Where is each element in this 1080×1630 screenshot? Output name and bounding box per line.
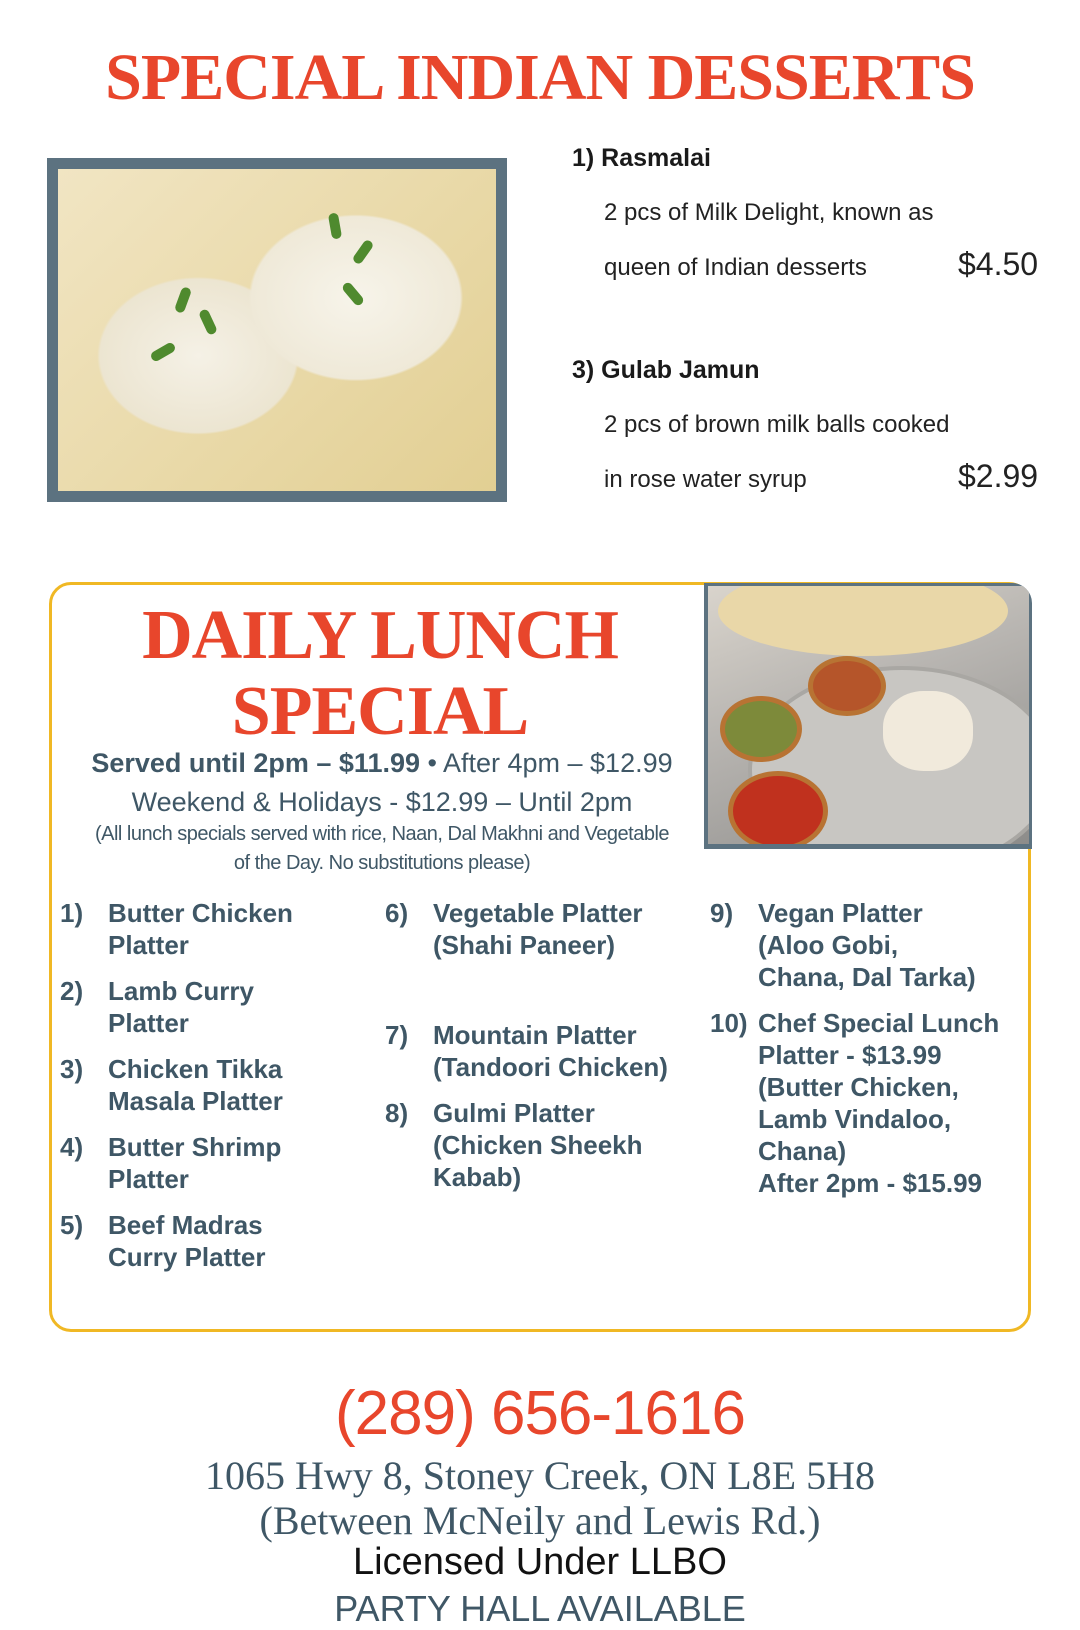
list-item: 9) Vegan Platter (Aloo Gobi, Chana, Dal Tarka) <box>710 898 976 992</box>
served-after-4pm: • After 4pm – $12.99 <box>420 748 673 778</box>
page-title: SPECIAL INDIAN DESSERTS <box>105 41 975 114</box>
lunch-title-line2: SPECIAL <box>231 673 529 750</box>
dessert-2-desc-line1: 2 pcs of brown milk balls cooked <box>604 411 950 438</box>
list-item: 4) Butter Shrimp Platter <box>60 1132 282 1194</box>
list-item: 5) Beef Madras Curry Platter <box>60 1210 266 1272</box>
lunch-menu-col1 <box>60 897 360 1287</box>
lunch-note-line1: (All lunch specials served with rice, Naan, Dal Makhni and Vegetable <box>94 823 670 845</box>
dessert-1-title: 1) Rasmalai <box>572 144 711 172</box>
list-item: 6) Vegetable Platter (Shahi Paneer) <box>385 898 643 960</box>
list-item: 8) Gulmi Platter (Chicken Sheekh Kabab) <box>385 1098 643 1192</box>
list-item: 10) Chef Special Lunch Platter - $13.99 (Butter Chicken, Lamb Vindaloo, Chana) After 2pm - $15.99 <box>710 1008 1000 1198</box>
dessert-1-desc-line1: 2 pcs of Milk Delight, known as <box>604 199 934 226</box>
address: 1065 Hwy 8, Stoney Creek, ON L8E 5H8 <box>205 1453 875 1498</box>
address-between: (Between McNeily and Lewis Rd.) <box>259 1498 821 1543</box>
lunch-platter-photo <box>704 583 1032 849</box>
list-item: 3) Chicken Tikka Masala Platter <box>60 1054 283 1116</box>
lunch-note-line2: of the Day. No substitutions please) <box>233 852 531 874</box>
dessert-1-price: $4.50 <box>958 246 1039 282</box>
lunch-title-line1: DAILY LUNCH <box>142 597 618 674</box>
list-item: 2) Lamb Curry Platter <box>60 976 254 1038</box>
lunch-title <box>70 598 690 750</box>
phone-number: (289) 656-1616 <box>335 1379 745 1448</box>
list-item: 7) Mountain Platter (Tandoori Chicken) <box>385 1020 668 1082</box>
list-item: 1) Butter Chicken Platter <box>60 898 293 960</box>
licensed-text: Licensed Under LLBO <box>353 1541 727 1583</box>
dessert-1-desc-line2: queen of Indian desserts <box>604 254 867 281</box>
lunch-menu-col3 <box>710 897 1030 1213</box>
dessert-2-price: $2.99 <box>958 458 1039 494</box>
lunch-served-line <box>62 748 702 779</box>
dessert-2-desc-line2: in rose water syrup <box>604 466 807 493</box>
lunch-menu-col2 <box>385 897 695 1207</box>
weekend-line: Weekend & Holidays - $12.99 – Until 2pm <box>131 787 633 817</box>
served-until-2pm: Served until 2pm – $11.99 <box>91 748 421 778</box>
party-hall-text: PARTY HALL AVAILABLE <box>334 1588 746 1629</box>
dessert-2-title: 3) Gulab Jamun <box>572 356 760 384</box>
rasmalai-photo <box>47 158 507 502</box>
